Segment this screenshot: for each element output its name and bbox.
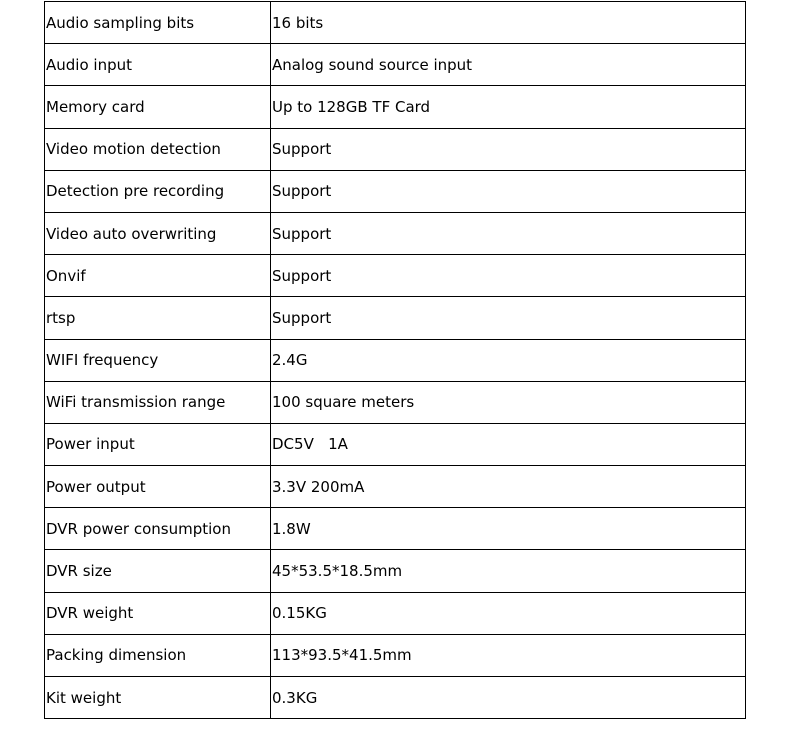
table-row xyxy=(45,297,746,339)
spec-value: 100 square meters xyxy=(271,381,746,423)
spec-label: DVR power consumption xyxy=(45,508,271,550)
spec-value: 3.3V 200mA xyxy=(271,466,746,508)
spec-label: WIFI frequency xyxy=(45,339,271,381)
table-row xyxy=(45,381,746,423)
spec-value: 16 bits xyxy=(271,2,746,44)
spec-label: Memory card xyxy=(45,86,271,128)
table-row xyxy=(45,634,746,676)
spec-value: 0.15KG xyxy=(271,592,746,634)
table-row xyxy=(45,592,746,634)
spec-value: Support xyxy=(271,297,746,339)
table-row xyxy=(45,170,746,212)
spec-label: WiFi transmission range xyxy=(45,381,271,423)
table-row xyxy=(45,508,746,550)
table-row xyxy=(45,86,746,128)
spec-label: Kit weight xyxy=(45,677,271,719)
spec-value: 45*53.5*18.5mm xyxy=(271,550,746,592)
spec-label: Video motion detection xyxy=(45,128,271,170)
table-row xyxy=(45,423,746,465)
spec-value: Support xyxy=(271,212,746,254)
table-row xyxy=(45,44,746,86)
spec-value: 113*93.5*41.5mm xyxy=(271,634,746,676)
spec-label: Onvif xyxy=(45,255,271,297)
spec-value: 2.4G xyxy=(271,339,746,381)
spec-value: Support xyxy=(271,128,746,170)
spec-label: Power input xyxy=(45,423,271,465)
table-row xyxy=(45,339,746,381)
spec-label: Audio sampling bits xyxy=(45,2,271,44)
spec-value: Up to 128GB TF Card xyxy=(271,86,746,128)
spec-label: DVR size xyxy=(45,550,271,592)
table-row xyxy=(45,128,746,170)
table-row xyxy=(45,2,746,44)
spec-label: Power output xyxy=(45,466,271,508)
table-row xyxy=(45,212,746,254)
spec-label: Video auto overwriting xyxy=(45,212,271,254)
table-row xyxy=(45,677,746,719)
table-row xyxy=(45,255,746,297)
spec-value: DC5V 1A xyxy=(271,423,746,465)
table-row xyxy=(45,550,746,592)
spec-label: DVR weight xyxy=(45,592,271,634)
spec-label: rtsp xyxy=(45,297,271,339)
table-row xyxy=(45,466,746,508)
spec-value: 0.3KG xyxy=(271,677,746,719)
spec-value: Analog sound source input xyxy=(271,44,746,86)
spec-value: Support xyxy=(271,255,746,297)
spec-label: Packing dimension xyxy=(45,634,271,676)
spec-label: Audio input xyxy=(45,44,271,86)
spec-table xyxy=(44,1,746,719)
spec-value: 1.8W xyxy=(271,508,746,550)
spec-value: Support xyxy=(271,170,746,212)
spec-label: Detection pre recording xyxy=(45,170,271,212)
